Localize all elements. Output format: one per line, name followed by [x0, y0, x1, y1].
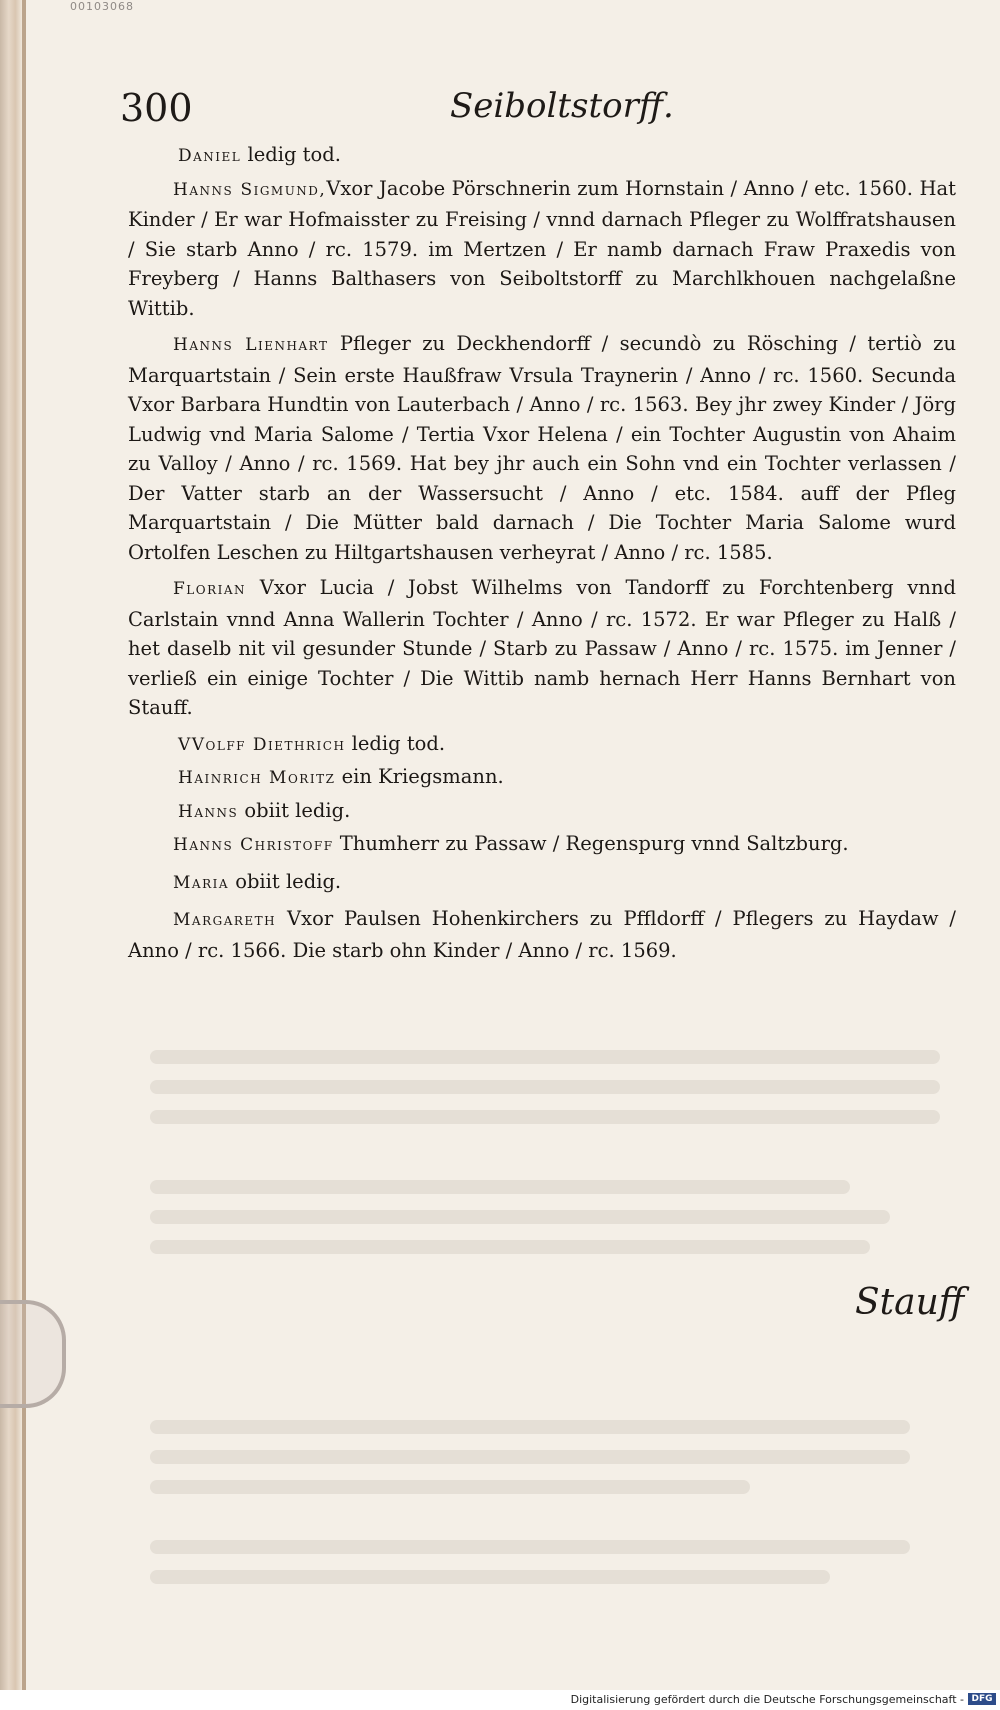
- entry-text: Vxor Paulsen Hohenkirchers zu Pffldorff / Pflegers zu Haydaw / Anno / rc. 1566. Die starb ohn Kinder / Anno / rc. 1569.: [128, 907, 956, 962]
- show-through: [150, 1080, 940, 1094]
- entry: [128, 796, 956, 828]
- show-through: [150, 1480, 750, 1494]
- page-header: [120, 86, 960, 136]
- entry-name: Hanns: [178, 801, 239, 822]
- entry: [128, 140, 956, 172]
- show-through: [150, 1210, 890, 1224]
- entry-name: Hanns Christoff: [173, 835, 334, 855]
- paper-clip: [0, 1300, 66, 1408]
- show-through: [150, 1180, 850, 1194]
- entry-text: Thumherr zu Passaw / Regenspurg vnnd Saltzburg.: [333, 832, 849, 855]
- entry-text: obiit ledig.: [229, 869, 342, 893]
- entry: [128, 904, 956, 965]
- entry-name: Florian: [173, 579, 247, 599]
- entry-text: Vxor Lucia / Jobst Wilhelms von Tandorff zu Forchtenberg vnnd Carlstain vnnd Anna Wallerin Tochter / Anno / rc. 1572. Er war Pfleger zu Halß / het daselb nit vil gesunder Stunde / Starb zu Passaw / Anno / rc. 1575. im Jenner / verließ ein einige Tochter / Die Wittib namb hernach Herr Hanns Bernhart von Stauff.: [128, 576, 956, 719]
- entry-name: Margareth: [173, 910, 277, 930]
- show-through: [150, 1110, 940, 1124]
- entry-text: Pfleger zu Deckhendorff / secundò zu Rösching / tertiò zu Marquartstain / Sein erste Haußfraw Vrsula Traynerin / Anno / rc. 1560. Secunda Vxor Barbara Hundtin von Lauterbach / Anno / rc. 1563. Bey jhr zwey Kinder / Jörg Ludwig vnd Maria Salome / Tertia Vxor Helena / ein Tochter Augustin von Ahaim zu Valloy / Anno / rc. 1569. Hat bey jhr auch ein Sohn vnd ein Tochter verlassen / Der Vatter starb an der Wassersucht / Anno / etc. 1584. auff der Pfleg Marquartstain / Die Mütter bald darnach / Die Tochter Maria Salome wurd Ortolfen Leschen zu Hiltgartshausen verheyrat / Anno / rc. 1585.: [128, 332, 957, 564]
- entry: [128, 329, 956, 567]
- body-text: [128, 140, 956, 971]
- show-through: [150, 1240, 870, 1254]
- entry: [128, 867, 956, 899]
- show-through: [150, 1570, 830, 1584]
- scan-id: 00103068: [70, 0, 134, 13]
- digitization-footer: [0, 1690, 1000, 1710]
- entry-name: Hanns Sigmund,: [173, 179, 327, 200]
- entry-text: obiit ledig.: [238, 798, 351, 822]
- entry-name: Daniel: [178, 146, 242, 166]
- page-number: 300: [120, 86, 193, 130]
- show-through: [150, 1420, 910, 1434]
- entry-text: ein Kriegsmann.: [335, 765, 504, 788]
- entry-text: Vxor Jacobe Pörschnerin zum Hornstain / Anno / etc. 1560. Hat Kinder / Er war Hofmaisster zu Freising / vnnd darnach Pfleger zu Wolffratshausen / Sie starb Anno / rc. 1579. im Mertzen / Er namb darnach Fraw Praxedis von Freyberg / Hanns Balthasers von Seiboltstorff zu Marchlkhouen nachgelaßne Wittib.: [128, 176, 956, 320]
- entry-text: ledig tod.: [345, 731, 446, 755]
- running-head: Seiboltstorff.: [450, 86, 674, 126]
- entry: [128, 829, 956, 861]
- catchword: Stauff: [855, 1282, 965, 1323]
- entry: [128, 573, 956, 723]
- show-through: [150, 1050, 940, 1064]
- entry-name: Hanns Lienhart: [173, 335, 329, 355]
- footer-credit: Digitalisierung gefördert durch die Deutsche Forschungsgemeinschaft -: [570, 1693, 964, 1706]
- page-edge: [0, 0, 22, 1690]
- entry-name: Hainrich Moritz: [178, 768, 336, 788]
- entry-name: VVolff Diethrich: [178, 734, 346, 755]
- entry-text: ledig tod.: [241, 143, 341, 166]
- entry-name: Maria: [173, 872, 230, 893]
- show-through: [150, 1450, 910, 1464]
- entry: [128, 174, 956, 324]
- show-through: [150, 1540, 910, 1554]
- entry: [128, 729, 956, 761]
- entry: [128, 762, 956, 794]
- dfg-logo: DFG: [968, 1693, 996, 1705]
